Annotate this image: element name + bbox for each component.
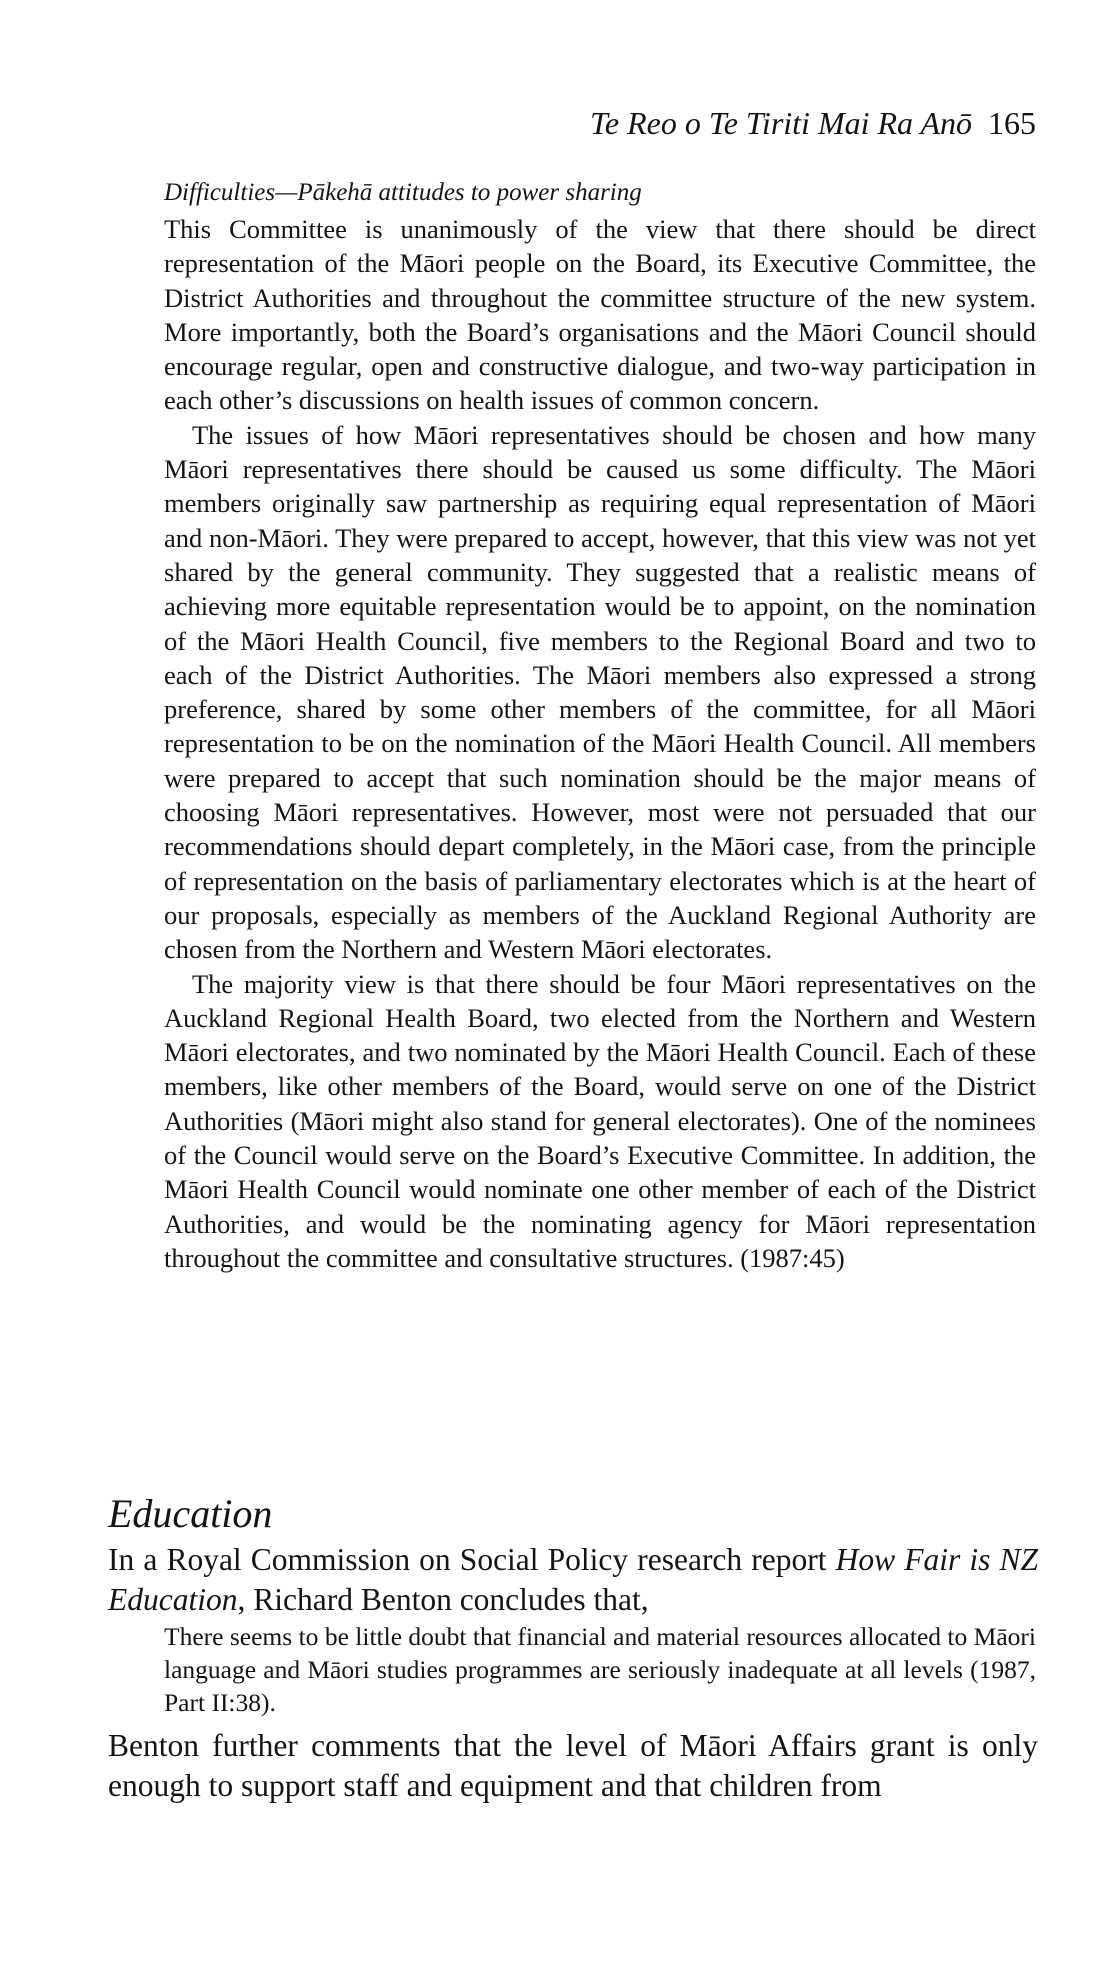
page-number: 165: [988, 105, 1036, 141]
education-paragraph-2: Benton further comments that the level of Māori Affairs grant is only enough to support staff and equipment and that children from: [108, 1728, 1038, 1803]
quote-paragraph-3: The majority view is that there should be four Māori representatives on the Auckland Regional Health Board, two elected from the Northern and Western Māori electorates, and two nominated by the Māori Health Council. Each of these members, like other members of the Board, would serve on one of the District Authorities (Māori might also stand for general electorates). One of the nominees of the Council would serve on the Board’s Executive Committee. In addition, the Māori Health Council would nominate one other member of each of the District Authorities, and would be the nominating agency for Māori representation throughout the committee and consultative structures. (1987:45): [164, 968, 1036, 1273]
report-title: How Fair is NZ Education: [108, 1542, 1038, 1617]
quote-paragraph-2: The issues of how Māori representatives should be chosen and how many Māori representatives there should be caused us some difficulty. The Māori members originally saw partnership as requiring equal representation of Māori and non-Māori. They were prepared to accept, however, that this view was not yet shared by the general community. They suggested that a realistic means of achieving more equitable representation would be to appoint, on the nomination of the Māori Health Council, five members to the Regional Board and two to each of the District Authorities. The Māori members also expressed a strong preference, shared by some other members of the committee, for all Māori representation to be on the nomination of the Māori Health Council. All members were prepared to accept that such nomination should be the major means of choosing Māori representatives. However, most were not persuaded that our recommendations should depart completely, in the Māori case, from the principle of representation on the basis of parliamentary electorates which is at the heart of our proposals, especially as members of the Auckland Regional Authority are chosen from the Northern and Western Māori electorates.: [164, 419, 1036, 965]
benton-quote: There seems to be little doubt that financial and material resources allocated to Māori language and Māori studies programmes are seriously inadequate at all levels (1987, Part II:38).: [164, 1622, 1036, 1717]
para1-text-after: , Richard Benton concludes that,: [237, 1582, 649, 1617]
quote-paragraph-1: This Committee is unanimously of the view that there should be direct representation of the Māori people on the Board, its Executive Committee, the District Authorities and throughout the committee structure of the new system. More importantly, both the Board’s organisations and the Māori Council should encourage regular, open and constructive dialogue, and two-way participation in each other’s discussions on health issues of common concern.: [164, 214, 1036, 416]
quote-heading: Difficulties—Pākehā attitudes to power sharing: [164, 179, 642, 206]
education-paragraph-1: [108, 1540, 1038, 1620]
section-heading-education: Education: [108, 1491, 273, 1536]
block-quote: [164, 176, 1036, 1275]
running-head-title: Te Reo o Te Tiriti Mai Ra Anō: [590, 105, 972, 141]
para1-text-before: In a Royal Commission on Social Policy research report: [108, 1542, 836, 1577]
running-head: [590, 103, 1036, 143]
